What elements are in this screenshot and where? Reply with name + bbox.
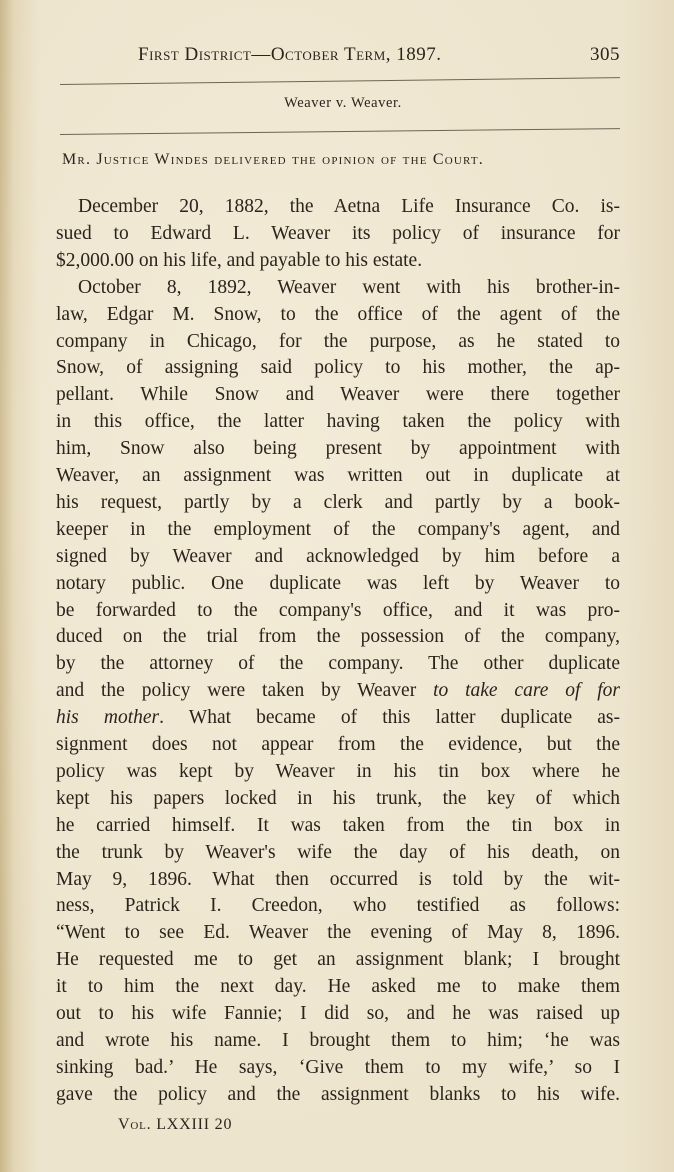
running-title: First District—October Term, 1897. <box>138 44 442 65</box>
text-line <box>56 973 620 1000</box>
line-run: “Went to see Ed. Weaver the evening of May 8, 1896. <box>56 922 620 944</box>
line-run: December 20, 1882, the Aetna Life Insurance Co. is- <box>78 196 620 217</box>
line-run: his request, partly by a clerk and partly by a book- <box>56 491 620 513</box>
line-run: Snow, of assigning said policy to his mother, the ap- <box>56 357 620 379</box>
line-run: and wrote his name. I brought them to him; ‘he was <box>56 1029 620 1051</box>
line-run: Weaver, an assignment was written out in duplicate at <box>56 465 620 486</box>
text-line <box>56 1000 620 1027</box>
text-line <box>56 839 620 866</box>
line-run: the trunk by Weaver's wife the day of his death, on <box>56 841 620 863</box>
line-run: and the policy were taken by Weaver <box>56 680 434 702</box>
text-line <box>56 650 620 677</box>
text-line <box>56 328 620 355</box>
italic-run: his mother <box>56 707 160 729</box>
text-line <box>56 274 620 301</box>
line-run: kept his papers locked in his trunk, the key of which <box>56 787 620 809</box>
line-run: notary public. One duplicate was left by Weaver to <box>56 572 620 594</box>
text-line <box>56 892 620 919</box>
line-run: it to him the next day. He asked me to make them <box>56 976 620 998</box>
text-line <box>56 435 620 462</box>
case-title: Weaver v. Weaver. <box>284 95 402 111</box>
text-line <box>56 381 620 408</box>
text-line <box>56 866 620 893</box>
text-line <box>56 758 620 785</box>
line-run: $2,000.00 on his life, and payable to his estate. <box>56 249 423 271</box>
line-run: gave the policy and the assignment blanks to his wife. <box>56 1083 620 1105</box>
line-run: October 8, 1892, Weaver went with his brother-in- <box>78 276 620 298</box>
text-line <box>56 623 620 650</box>
case-title-rule <box>60 128 620 135</box>
line-run: ness, Patrick I. Creedon, who testified as follows: <box>56 895 620 917</box>
text-line <box>56 193 620 220</box>
text-line <box>56 597 620 624</box>
opinion-heading: Mr. Justice Windes delivered the opinion of the Court. <box>62 151 484 168</box>
volume-signature: Vol. LXXIII 20 <box>118 1116 233 1133</box>
italic-run: to take care of for <box>433 680 620 702</box>
line-run: keeper in the employment of the company's agent, and <box>56 518 620 540</box>
text-line <box>56 516 620 543</box>
line-run: signed by Weaver and acknowledged by him before a <box>56 545 620 567</box>
line-run: him, Snow also being present by appointment with <box>56 438 620 460</box>
text-line <box>56 489 620 516</box>
page-number: 305 <box>590 44 620 65</box>
text-line <box>56 1054 620 1081</box>
text-line <box>56 220 620 247</box>
text-line <box>56 1081 620 1108</box>
running-header <box>138 44 620 74</box>
text-line <box>56 1027 620 1054</box>
text-line <box>56 785 620 812</box>
line-run: sued to Edward L. Weaver its policy of insurance for <box>56 222 620 244</box>
line-run: sinking bad.’ He says, ‘Give them to my wife,’ so I <box>56 1056 620 1078</box>
line-run: by the attorney of the company. The other duplicate <box>56 653 620 675</box>
line-run: . What became of this latter duplicate as- <box>159 707 621 729</box>
header-rule <box>60 77 620 85</box>
text-line <box>56 946 620 973</box>
line-run: signment does not appear from the evidence, but the <box>56 734 620 755</box>
line-run: he carried himself. It was taken from the tin box in <box>56 814 620 836</box>
line-run: in this office, the latter having taken the policy with <box>56 411 620 433</box>
text-line <box>56 301 620 328</box>
line-run: company in Chicago, for the purpose, as he stated to <box>56 330 620 352</box>
text-line <box>56 570 620 597</box>
text-line <box>56 731 620 758</box>
text-line <box>56 408 620 435</box>
text-line <box>56 462 620 489</box>
text-line <box>56 919 620 946</box>
text-line <box>56 543 620 570</box>
line-run: policy was kept by Weaver in his tin box where he <box>56 760 620 782</box>
text-line <box>56 704 620 731</box>
line-run: pellant. While Snow and Weaver were there together <box>56 384 620 406</box>
line-run: May 9, 1896. What then occurred is told by the wit- <box>56 868 620 890</box>
text-line <box>56 247 620 274</box>
line-run: duced on the trial from the possession of the company, <box>56 626 620 648</box>
text-line <box>56 677 620 704</box>
text-line <box>56 354 620 381</box>
line-run: be forwarded to the company's office, and it was pro- <box>56 599 620 621</box>
line-run: law, Edgar M. Snow, to the office of the agent of the <box>56 303 620 325</box>
text-line <box>56 812 620 839</box>
line-run: out to his wife Fannie; I did so, and he was raised up <box>56 1003 620 1024</box>
line-run: He requested me to get an assignment blank; I brought <box>56 949 620 971</box>
